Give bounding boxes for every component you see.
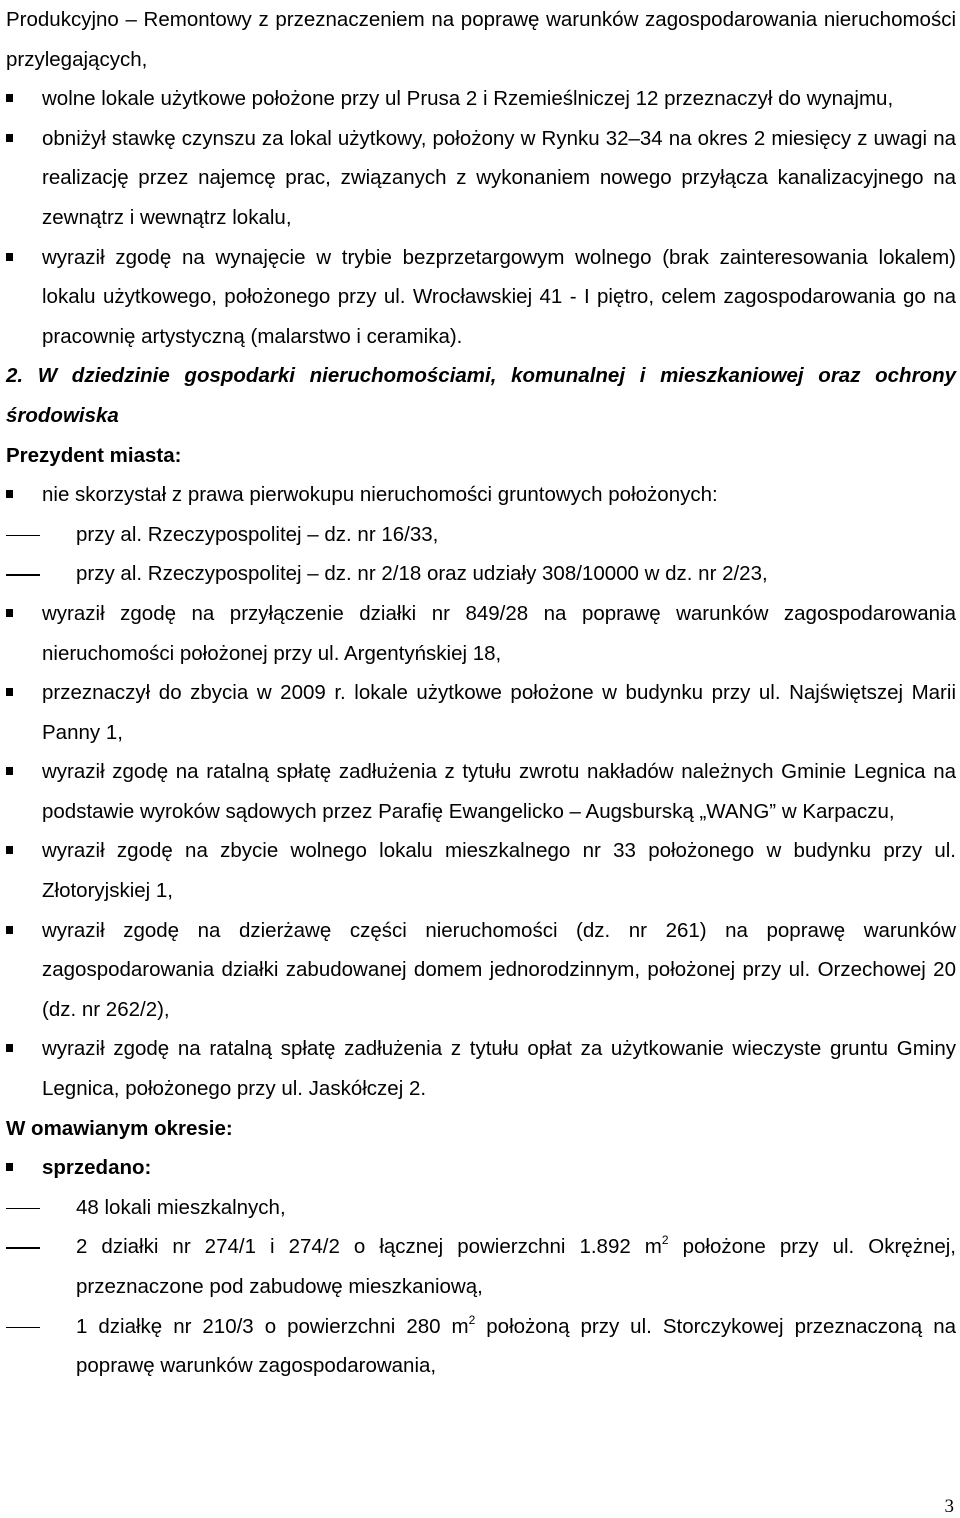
dash-item: [6, 1227, 956, 1306]
paragraph-text: Produkcyjno – Remontowy z przeznaczeniem na poprawę warunków zagospodarowania nieruchomości przylegających,: [6, 8, 956, 71]
paragraph-text: wyraził zgodę na przyłączenie działki nr 849/28 na poprawę warunków zagospodarowania nieruchomości położonej przy ul. Argentyńskiej 18,: [42, 601, 956, 665]
bullet-marker-icon: [6, 253, 13, 261]
paragraph-text: 1 działkę nr 210/3 o powierzchni 280 m: [76, 1314, 469, 1338]
paragraph-text: położone przy ul. Okrężnej, przeznaczone pod zabudowę mieszkaniową,: [76, 1235, 956, 1298]
bold-label: [6, 436, 956, 476]
paragraph-text: nie skorzystał z prawa pierwokupu nieruchomości gruntowych położonych:: [42, 483, 718, 507]
superscript: 2: [661, 1233, 669, 1248]
bullet-marker-icon: [6, 490, 13, 498]
bullet-marker-icon: [6, 688, 13, 696]
paragraph-text: 2. W dziedzinie gospodarki nieruchomościami, komunalnej i mieszkaniowej oraz ochrony środowiska: [6, 364, 956, 427]
superscript: 2: [468, 1312, 476, 1327]
document-page: [6, 0, 956, 1386]
dash-marker-icon: [6, 535, 40, 537]
bullet-marker-icon: [6, 1044, 13, 1052]
bullet-marker-icon: [6, 767, 13, 775]
bullet-marker-icon: [6, 926, 13, 934]
paragraph-text: przy al. Rzeczypospolitej – dz. nr 16/33,: [76, 522, 439, 546]
dash-marker-icon: [6, 574, 40, 576]
page-number: 3: [944, 1496, 954, 1517]
paragraph-text: wyraził zgodę na ratalną spłatę zadłużenia z tytułu zwrotu nakładów należnych Gminie Legnica na podstawie wyroków sądowych przez Parafię Ewangelicko – Augsburską „WANG” w Karpaczu,: [42, 760, 956, 823]
bullet-item: [6, 911, 956, 1030]
paragraph: [6, 0, 956, 79]
bullet-marker-icon: [6, 94, 13, 102]
bullet-item: [6, 831, 956, 910]
dash-item: [6, 554, 956, 594]
paragraph-text: wyraził zgodę na dzierżawę części nieruchomości (dz. nr 261) na poprawę warunków zagospodarowania działki zabudowanej domem jednorodzinnym, położonej przy ul. Orzechowej 20 (dz. nr 262/2),: [42, 918, 956, 1021]
paragraph-text: wyraził zgodę na zbycie wolnego lokalu mieszkalnego nr 33 położonego w budynku przy ul. Złotoryjskiej 1,: [42, 839, 956, 903]
bullet-marker-icon: [6, 134, 13, 142]
paragraph-text: W omawianym okresie:: [6, 1116, 233, 1140]
bold-label: [6, 1109, 956, 1149]
dash-item: [6, 1307, 956, 1386]
paragraph-text: przy al. Rzeczypospolitej – dz. nr 2/18 oraz udziały 308/10000 w dz. nr 2/23,: [76, 562, 768, 586]
paragraph-text: 2 działki nr 274/1 i 274/2 o łącznej powierzchni 1.892 m: [76, 1235, 662, 1259]
paragraph-text: sprzedano:: [42, 1156, 152, 1180]
bullet-item: [6, 475, 956, 515]
bullet-item: [6, 1148, 956, 1188]
bullet-marker-icon: [6, 846, 13, 854]
paragraph-text: obniżył stawkę czynszu za lokal użytkowy, położony w Rynku 32–34 na okres 2 miesięcy z uwagi na realizację przez najemcę prac, związanych z wykonaniem nowego przyłącza kanalizacyjnego na zewnątrz i wewnątrz lokalu,: [42, 126, 956, 229]
paragraph-text: wolne lokale użytkowe położone przy ul Prusa 2 i Rzemieślniczej 12 przeznaczył do wynajmu,: [42, 87, 894, 111]
bullet-item: [6, 79, 956, 119]
dash-marker-icon: [6, 1327, 40, 1329]
bullet-item: [6, 1029, 956, 1108]
bullet-marker-icon: [6, 1163, 13, 1171]
paragraph-text: wyraził zgodę na wynajęcie w trybie bezprzetargowym wolnego (brak zainteresowania lokalem) lokalu użytkowego, położonego przy ul. Wrocławskiej 41 - I piętro, celem zagospodarowania go na pracownię artystyczną (malarstwo i ceramika).: [42, 245, 956, 348]
bullet-item: [6, 594, 956, 673]
paragraph-text: 48 lokali mieszkalnych,: [76, 1195, 286, 1219]
dash-marker-icon: [6, 1208, 40, 1210]
dash-marker-icon: [6, 1247, 40, 1249]
paragraph-text: położoną przy ul. Storczykowej przeznaczoną na poprawę warunków zagospodarowania,: [76, 1314, 956, 1378]
section-heading: [6, 356, 956, 435]
bullet-item: [6, 119, 956, 238]
bullet-item: [6, 673, 956, 752]
paragraph-text: wyraził zgodę na ratalną spłatę zadłużenia z tytułu opłat za użytkowanie wieczyste gruntu Gminy Legnica, położonego przy ul. Jaskółczej 2.: [42, 1037, 956, 1101]
paragraph-text: Prezydent miasta:: [6, 443, 182, 467]
dash-item: [6, 515, 956, 555]
bullet-marker-icon: [6, 609, 13, 617]
paragraph-text: przeznaczył do zbycia w 2009 r. lokale użytkowe położone w budynku przy ul. Najświętszej Marii Panny 1,: [42, 681, 956, 744]
dash-item: [6, 1188, 956, 1228]
bullet-item: [6, 752, 956, 831]
bullet-item: [6, 238, 956, 357]
